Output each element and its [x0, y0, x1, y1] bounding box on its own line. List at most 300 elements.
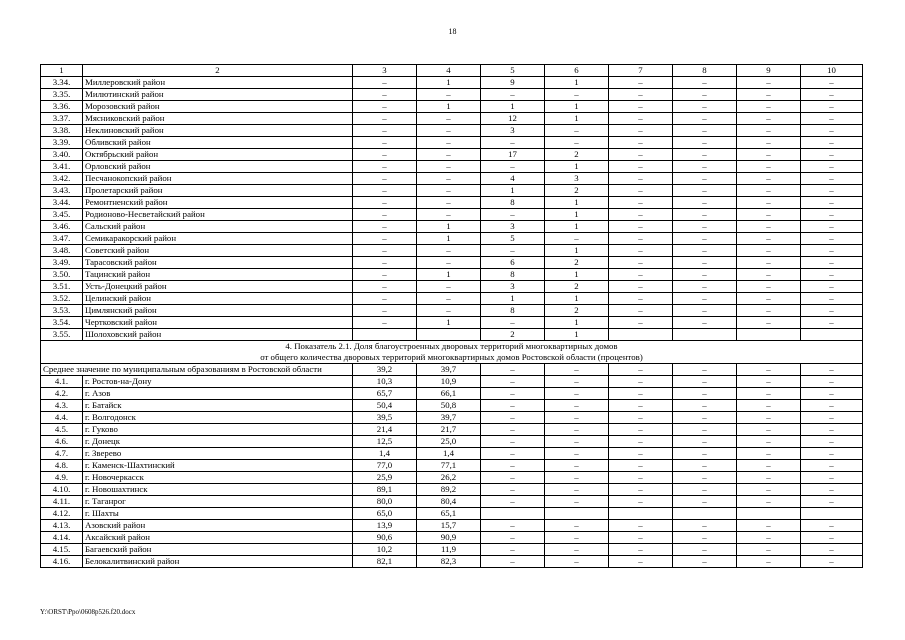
value-cell-col3: 77,0	[353, 460, 417, 472]
section-heading-row	[41, 341, 863, 364]
value-cell-col4: 80,4	[417, 496, 481, 508]
value-cell-col10: –	[801, 269, 863, 281]
value-cell-col3: –	[353, 305, 417, 317]
table-row	[41, 329, 863, 341]
row-name-cell: Неклиновский район	[83, 125, 353, 137]
value-cell-col10: –	[801, 532, 863, 544]
table-row	[41, 317, 863, 329]
value-cell-col6: 1	[545, 161, 609, 173]
row-name-cell: Милютинский район	[83, 89, 353, 101]
value-cell-col4: 1	[417, 269, 481, 281]
value-cell-col4: 90,9	[417, 532, 481, 544]
value-cell-col8: –	[673, 317, 737, 329]
table-row	[41, 388, 863, 400]
value-cell-col5: –	[481, 400, 545, 412]
value-cell-col3: –	[353, 269, 417, 281]
value-cell-col5: 8	[481, 269, 545, 281]
value-cell-col4: –	[417, 125, 481, 137]
table-row	[41, 532, 863, 544]
value-cell-col4: –	[417, 173, 481, 185]
table-row	[41, 233, 863, 245]
value-cell-col3: –	[353, 77, 417, 89]
value-cell-col4: –	[417, 113, 481, 125]
value-cell-col8	[673, 329, 737, 341]
value-cell-col10	[801, 329, 863, 341]
row-name-cell: Белокалитвинский район	[83, 556, 353, 568]
row-name-cell: г. Батайск	[83, 400, 353, 412]
value-cell-col10: –	[801, 376, 863, 388]
value-cell-col8: –	[673, 221, 737, 233]
value-cell-col6: –	[545, 436, 609, 448]
value-cell-col8: –	[673, 544, 737, 556]
value-cell-col5: 5	[481, 233, 545, 245]
row-number-cell: 3.41.	[41, 161, 83, 173]
value-cell-col3: –	[353, 137, 417, 149]
row-name-cell: Шолоховский район	[83, 329, 353, 341]
row-name-cell: Родионово-Несветайский район	[83, 209, 353, 221]
value-cell-col8: –	[673, 77, 737, 89]
value-cell-col3: 39,5	[353, 412, 417, 424]
row-number-cell: 3.51.	[41, 281, 83, 293]
table-row	[41, 400, 863, 412]
value-cell-col6: 1	[545, 245, 609, 257]
value-cell-col6: 2	[545, 281, 609, 293]
value-cell-col9: –	[737, 496, 801, 508]
value-cell-col6: –	[545, 496, 609, 508]
table-row	[41, 77, 863, 89]
value-cell-col6: –	[545, 520, 609, 532]
value-cell-col10: –	[801, 125, 863, 137]
value-cell-col7: –	[609, 233, 673, 245]
value-cell-col4: 1	[417, 101, 481, 113]
value-cell-col5: –	[481, 484, 545, 496]
value-cell-col3: 1,4	[353, 448, 417, 460]
value-cell-col9: –	[737, 89, 801, 101]
value-cell-col6: 1	[545, 101, 609, 113]
average-row-col10: –	[801, 364, 863, 376]
value-cell-col8: –	[673, 209, 737, 221]
row-number-cell: 3.44.	[41, 197, 83, 209]
table-header-section	[41, 65, 863, 77]
value-cell-col8: –	[673, 448, 737, 460]
value-cell-col8: –	[673, 556, 737, 568]
value-cell-col5: –	[481, 137, 545, 149]
row-number-cell: 4.2.	[41, 388, 83, 400]
value-cell-col3: –	[353, 281, 417, 293]
value-cell-col10: –	[801, 424, 863, 436]
value-cell-col10: –	[801, 436, 863, 448]
value-cell-col5: –	[481, 556, 545, 568]
row-number-cell: 4.3.	[41, 400, 83, 412]
value-cell-col7: –	[609, 460, 673, 472]
value-cell-col6: –	[545, 89, 609, 101]
row-number-cell: 4.4.	[41, 412, 83, 424]
row-name-cell: Песчанокопский район	[83, 173, 353, 185]
value-cell-col4: 1	[417, 221, 481, 233]
value-cell-col8: –	[673, 257, 737, 269]
value-cell-col3: –	[353, 233, 417, 245]
table-row	[41, 113, 863, 125]
row-name-cell: г. Ростов-на-Дону	[83, 376, 353, 388]
row-name-cell: г. Гуково	[83, 424, 353, 436]
value-cell-col5: 3	[481, 125, 545, 137]
row-number-cell: 4.9.	[41, 472, 83, 484]
section-heading-line-2: от общего количества дворовых территорий многоквартирных домов Ростовской области (процентов)	[260, 352, 643, 362]
row-number-cell: 3.35.	[41, 89, 83, 101]
row-name-cell: Тацинский район	[83, 269, 353, 281]
value-cell-col5: –	[481, 209, 545, 221]
value-cell-col5: –	[481, 89, 545, 101]
value-cell-col4: –	[417, 281, 481, 293]
value-cell-col8: –	[673, 293, 737, 305]
value-cell-col10: –	[801, 113, 863, 125]
value-cell-col9: –	[737, 472, 801, 484]
table-row	[41, 520, 863, 532]
value-cell-col6: 1	[545, 197, 609, 209]
column-number-cell: 4	[417, 65, 481, 77]
value-cell-col3: 50,4	[353, 400, 417, 412]
row-name-cell: Миллеровский район	[83, 77, 353, 89]
value-cell-col10: –	[801, 173, 863, 185]
value-cell-col7: –	[609, 293, 673, 305]
table-section-3	[41, 77, 863, 341]
table-row	[41, 257, 863, 269]
value-cell-col9: –	[737, 245, 801, 257]
value-cell-col4: 77,1	[417, 460, 481, 472]
value-cell-col6: 3	[545, 173, 609, 185]
row-name-cell: г. Зверево	[83, 448, 353, 460]
value-cell-col8: –	[673, 388, 737, 400]
value-cell-col10: –	[801, 77, 863, 89]
value-cell-col7: –	[609, 412, 673, 424]
value-cell-col10: –	[801, 281, 863, 293]
value-cell-col4: –	[417, 89, 481, 101]
value-cell-col7: –	[609, 197, 673, 209]
value-cell-col10: –	[801, 137, 863, 149]
table-row	[41, 209, 863, 221]
value-cell-col5: –	[481, 472, 545, 484]
table-row	[41, 125, 863, 137]
value-cell-col5: 9	[481, 77, 545, 89]
value-cell-col7: –	[609, 77, 673, 89]
value-cell-col4: 1	[417, 233, 481, 245]
value-cell-col5: 1	[481, 101, 545, 113]
value-cell-col8: –	[673, 173, 737, 185]
value-cell-col4: 1,4	[417, 448, 481, 460]
row-name-cell: г. Новочеркасск	[83, 472, 353, 484]
value-cell-col8: –	[673, 532, 737, 544]
value-cell-col5: –	[481, 496, 545, 508]
value-cell-col5: –	[481, 436, 545, 448]
value-cell-col9: –	[737, 269, 801, 281]
value-cell-col3: –	[353, 185, 417, 197]
value-cell-col10: –	[801, 149, 863, 161]
section-heading-line-1: 4. Показатель 2.1. Доля благоустроенных дворовых территорий многоквартирных домов	[285, 341, 618, 351]
row-name-cell: г. Каменск-Шахтинский	[83, 460, 353, 472]
value-cell-col8: –	[673, 484, 737, 496]
value-cell-col4: –	[417, 245, 481, 257]
value-cell-col4: 89,2	[417, 484, 481, 496]
value-cell-col7: –	[609, 472, 673, 484]
value-cell-col5: –	[481, 161, 545, 173]
value-cell-col3: –	[353, 245, 417, 257]
value-cell-col9: –	[737, 532, 801, 544]
row-number-cell: 3.39.	[41, 137, 83, 149]
value-cell-col8: –	[673, 125, 737, 137]
table-row	[41, 412, 863, 424]
value-cell-col10: –	[801, 544, 863, 556]
value-cell-col8: –	[673, 424, 737, 436]
value-cell-col9: –	[737, 77, 801, 89]
row-number-cell: 4.6.	[41, 436, 83, 448]
value-cell-col9: –	[737, 185, 801, 197]
value-cell-col7: –	[609, 496, 673, 508]
value-cell-col7: –	[609, 400, 673, 412]
row-name-cell: г. Донецк	[83, 436, 353, 448]
row-name-cell: Азовский район	[83, 520, 353, 532]
row-number-cell: 3.48.	[41, 245, 83, 257]
value-cell-col3: 12,5	[353, 436, 417, 448]
row-number-cell: 3.52.	[41, 293, 83, 305]
table-row	[41, 293, 863, 305]
row-number-cell: 3.47.	[41, 233, 83, 245]
row-name-cell: Мясниковский район	[83, 113, 353, 125]
value-cell-col7: –	[609, 209, 673, 221]
page-number: 18	[448, 27, 457, 36]
value-cell-col3: 25,9	[353, 472, 417, 484]
value-cell-col4: 50,8	[417, 400, 481, 412]
value-cell-col7	[609, 508, 673, 520]
value-cell-col6: 1	[545, 329, 609, 341]
value-cell-col9: –	[737, 281, 801, 293]
value-cell-col10: –	[801, 496, 863, 508]
value-cell-col4: 10,9	[417, 376, 481, 388]
value-cell-col9: –	[737, 484, 801, 496]
value-cell-col9: –	[737, 233, 801, 245]
value-cell-col9: –	[737, 137, 801, 149]
value-cell-col9	[737, 329, 801, 341]
value-cell-col3: –	[353, 293, 417, 305]
value-cell-col8: –	[673, 520, 737, 532]
value-cell-col4: 25,0	[417, 436, 481, 448]
value-cell-col10: –	[801, 448, 863, 460]
value-cell-col7: –	[609, 448, 673, 460]
value-cell-col5: 4	[481, 173, 545, 185]
value-cell-col9: –	[737, 556, 801, 568]
row-number-cell: 3.45.	[41, 209, 83, 221]
row-name-cell: Морозовский район	[83, 101, 353, 113]
value-cell-col9: –	[737, 317, 801, 329]
value-cell-col4: –	[417, 305, 481, 317]
value-cell-col5: 2	[481, 329, 545, 341]
value-cell-col3: –	[353, 257, 417, 269]
value-cell-col5: –	[481, 245, 545, 257]
value-cell-col6: –	[545, 424, 609, 436]
value-cell-col5: –	[481, 448, 545, 460]
value-cell-col4: –	[417, 161, 481, 173]
value-cell-col7: –	[609, 269, 673, 281]
value-cell-col6: 2	[545, 257, 609, 269]
value-cell-col10: –	[801, 484, 863, 496]
value-cell-col5: –	[481, 520, 545, 532]
value-cell-col7: –	[609, 221, 673, 233]
value-cell-col8: –	[673, 137, 737, 149]
value-cell-col10: –	[801, 293, 863, 305]
column-number-cell: 3	[353, 65, 417, 77]
table-row	[41, 544, 863, 556]
value-cell-col10: –	[801, 388, 863, 400]
column-number-cell: 5	[481, 65, 545, 77]
value-cell-col10: –	[801, 520, 863, 532]
value-cell-col8: –	[673, 233, 737, 245]
value-cell-col3: –	[353, 125, 417, 137]
value-cell-col7: –	[609, 305, 673, 317]
value-cell-col3: 13,9	[353, 520, 417, 532]
row-name-cell: Целинский район	[83, 293, 353, 305]
value-cell-col5: 8	[481, 305, 545, 317]
value-cell-col8: –	[673, 113, 737, 125]
value-cell-col5: –	[481, 544, 545, 556]
table-row	[41, 101, 863, 113]
value-cell-col9: –	[737, 161, 801, 173]
value-cell-col5: –	[481, 376, 545, 388]
value-cell-col3: –	[353, 101, 417, 113]
value-cell-col4: 15,7	[417, 520, 481, 532]
row-number-cell: 4.10.	[41, 484, 83, 496]
value-cell-col8: –	[673, 400, 737, 412]
table-row	[41, 436, 863, 448]
row-number-cell: 4.12.	[41, 508, 83, 520]
value-cell-col9: –	[737, 376, 801, 388]
table-row	[41, 556, 863, 568]
value-cell-col6	[545, 508, 609, 520]
value-cell-col7: –	[609, 388, 673, 400]
table-row	[41, 376, 863, 388]
value-cell-col4: –	[417, 209, 481, 221]
value-cell-col7: –	[609, 424, 673, 436]
value-cell-col7: –	[609, 161, 673, 173]
table-row	[41, 448, 863, 460]
value-cell-col10: –	[801, 472, 863, 484]
value-cell-col8: –	[673, 460, 737, 472]
value-cell-col4: –	[417, 137, 481, 149]
table-row	[41, 508, 863, 520]
value-cell-col9: –	[737, 209, 801, 221]
value-cell-col3: –	[353, 317, 417, 329]
value-cell-col9	[737, 508, 801, 520]
column-number-cell: 10	[801, 65, 863, 77]
row-name-cell: Ремонтненский район	[83, 197, 353, 209]
value-cell-col9: –	[737, 305, 801, 317]
value-cell-col6: –	[545, 412, 609, 424]
value-cell-col6: –	[545, 556, 609, 568]
section-heading-cell	[41, 341, 863, 364]
value-cell-col8: –	[673, 496, 737, 508]
value-cell-col10: –	[801, 209, 863, 221]
column-number-row	[41, 65, 863, 77]
average-row	[41, 364, 863, 376]
average-row-col8: –	[673, 364, 737, 376]
average-row-col7: –	[609, 364, 673, 376]
row-number-cell: 3.36.	[41, 101, 83, 113]
column-number-cell: 6	[545, 65, 609, 77]
value-cell-col8: –	[673, 89, 737, 101]
value-cell-col8: –	[673, 197, 737, 209]
row-number-cell: 4.14.	[41, 532, 83, 544]
value-cell-col3: 10,2	[353, 544, 417, 556]
value-cell-col9: –	[737, 412, 801, 424]
row-name-cell: Цимлянский район	[83, 305, 353, 317]
average-row-label: Среднее значение по муниципальным образованиям в Ростовской области	[41, 364, 353, 376]
value-cell-col7	[609, 329, 673, 341]
row-number-cell: 3.49.	[41, 257, 83, 269]
value-cell-col7: –	[609, 376, 673, 388]
row-name-cell: г. Азов	[83, 388, 353, 400]
row-name-cell: Пролетарский район	[83, 185, 353, 197]
value-cell-col9: –	[737, 197, 801, 209]
column-number-cell: 8	[673, 65, 737, 77]
row-name-cell: Тарасовский район	[83, 257, 353, 269]
value-cell-col6: –	[545, 388, 609, 400]
value-cell-col6: –	[545, 233, 609, 245]
value-cell-col7: –	[609, 89, 673, 101]
row-number-cell: 3.53.	[41, 305, 83, 317]
column-number-cell: 7	[609, 65, 673, 77]
value-cell-col5: 8	[481, 197, 545, 209]
value-cell-col5	[481, 508, 545, 520]
value-cell-col6: 1	[545, 209, 609, 221]
value-cell-col3: –	[353, 149, 417, 161]
table-row	[41, 245, 863, 257]
value-cell-col7: –	[609, 436, 673, 448]
value-cell-col7: –	[609, 257, 673, 269]
value-cell-col10: –	[801, 412, 863, 424]
value-cell-col5: 1	[481, 293, 545, 305]
value-cell-col8: –	[673, 376, 737, 388]
value-cell-col7: –	[609, 484, 673, 496]
value-cell-col5: –	[481, 424, 545, 436]
row-number-cell: 4.16.	[41, 556, 83, 568]
value-cell-col6: 2	[545, 149, 609, 161]
value-cell-col8: –	[673, 305, 737, 317]
value-cell-col10: –	[801, 400, 863, 412]
value-cell-col5: 12	[481, 113, 545, 125]
table-row	[41, 460, 863, 472]
value-cell-col6: 1	[545, 293, 609, 305]
value-cell-col4: –	[417, 149, 481, 161]
value-cell-col8: –	[673, 281, 737, 293]
value-cell-col10	[801, 508, 863, 520]
value-cell-col3	[353, 329, 417, 341]
value-cell-col9: –	[737, 257, 801, 269]
value-cell-col4: 39,7	[417, 412, 481, 424]
value-cell-col9: –	[737, 460, 801, 472]
row-number-cell: 3.54.	[41, 317, 83, 329]
value-cell-col9: –	[737, 293, 801, 305]
value-cell-col5: –	[481, 317, 545, 329]
value-cell-col5: –	[481, 412, 545, 424]
table-row	[41, 484, 863, 496]
row-name-cell: г. Шахты	[83, 508, 353, 520]
value-cell-col9: –	[737, 448, 801, 460]
value-cell-col3: 82,1	[353, 556, 417, 568]
value-cell-col3: 65,7	[353, 388, 417, 400]
value-cell-col10: –	[801, 305, 863, 317]
row-number-cell: 3.46.	[41, 221, 83, 233]
value-cell-col4: 1	[417, 77, 481, 89]
row-number-cell: 4.13.	[41, 520, 83, 532]
value-cell-col9: –	[737, 101, 801, 113]
